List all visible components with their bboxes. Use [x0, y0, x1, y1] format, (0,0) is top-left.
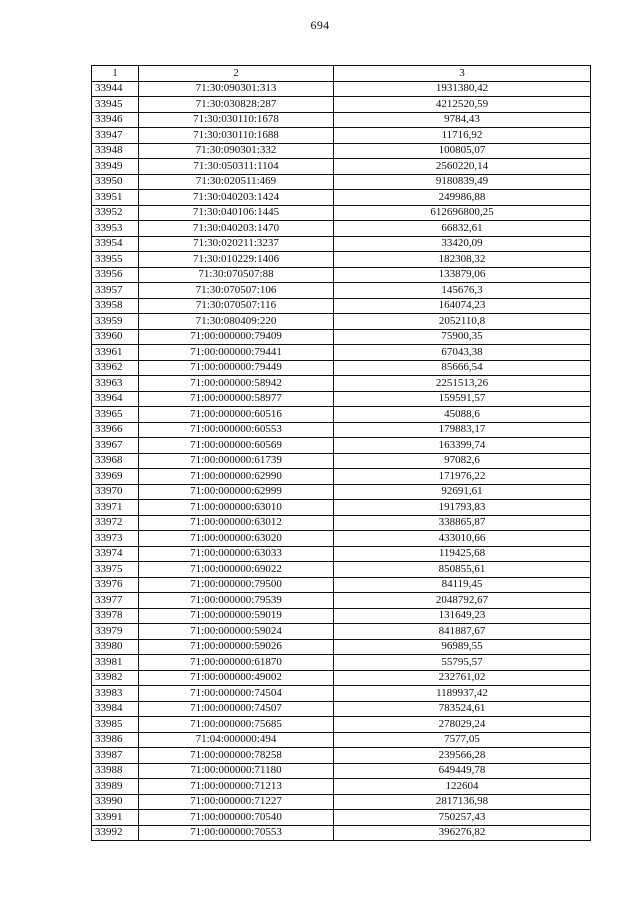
- cadastral-number-cell: 71:30:070507:116: [139, 298, 334, 314]
- row-number-cell: 33974: [92, 546, 139, 562]
- table-body: [92, 81, 591, 841]
- table-row: [92, 283, 591, 299]
- table-row: [92, 360, 591, 376]
- row-number-cell: 33960: [92, 329, 139, 345]
- value-cell: 649449,78: [334, 763, 591, 779]
- row-number-cell: 33970: [92, 484, 139, 500]
- table-row: [92, 221, 591, 237]
- table-row: [92, 236, 591, 252]
- cadastral-number-cell: 71:00:000000:62990: [139, 469, 334, 485]
- table-row: [92, 97, 591, 113]
- table-row: [92, 422, 591, 438]
- row-number-cell: 33981: [92, 655, 139, 671]
- cadastral-number-cell: 71:00:000000:63010: [139, 500, 334, 516]
- cadastral-number-cell: 71:00:000000:59019: [139, 608, 334, 624]
- table-row: [92, 500, 591, 516]
- value-cell: 163399,74: [334, 438, 591, 454]
- row-number-cell: 33962: [92, 360, 139, 376]
- cadastral-number-cell: 71:30:070507:88: [139, 267, 334, 283]
- cadastral-number-cell: 71:04:000000:494: [139, 732, 334, 748]
- table-row: [92, 484, 591, 500]
- cadastral-number-cell: 71:00:000000:78258: [139, 748, 334, 764]
- row-number-cell: 33957: [92, 283, 139, 299]
- table-row: [92, 298, 591, 314]
- table-row: [92, 252, 591, 268]
- value-cell: 612696800,25: [334, 205, 591, 221]
- row-number-cell: 33961: [92, 345, 139, 361]
- value-cell: 396276,82: [334, 825, 591, 841]
- value-cell: 75900,35: [334, 329, 591, 345]
- value-cell: 119425,68: [334, 546, 591, 562]
- table-row: [92, 469, 591, 485]
- cadastral-number-cell: 71:00:000000:61739: [139, 453, 334, 469]
- data-table: [91, 65, 591, 841]
- row-number-cell: 33990: [92, 794, 139, 810]
- value-cell: 84119,45: [334, 577, 591, 593]
- table-row: [92, 205, 591, 221]
- row-number-cell: 33956: [92, 267, 139, 283]
- value-cell: 164074,23: [334, 298, 591, 314]
- value-cell: 66832,61: [334, 221, 591, 237]
- table-row: [92, 453, 591, 469]
- value-cell: 182308,32: [334, 252, 591, 268]
- cadastral-number-cell: 71:30:030110:1678: [139, 112, 334, 128]
- row-number-cell: 33945: [92, 97, 139, 113]
- cadastral-number-cell: 71:00:000000:70540: [139, 810, 334, 826]
- value-cell: 171976,22: [334, 469, 591, 485]
- value-cell: 7577,05: [334, 732, 591, 748]
- row-number-cell: 33946: [92, 112, 139, 128]
- table-row: [92, 531, 591, 547]
- value-cell: 239566,28: [334, 748, 591, 764]
- table-row: [92, 345, 591, 361]
- table-row: [92, 81, 591, 97]
- table-row: [92, 732, 591, 748]
- cadastral-number-cell: 71:00:000000:74507: [139, 701, 334, 717]
- cadastral-number-cell: 71:00:000000:59024: [139, 624, 334, 640]
- value-cell: 85666,54: [334, 360, 591, 376]
- row-number-cell: 33989: [92, 779, 139, 795]
- table-row: [92, 810, 591, 826]
- cadastral-number-cell: 71:00:000000:70553: [139, 825, 334, 841]
- table-row: [92, 717, 591, 733]
- row-number-cell: 33954: [92, 236, 139, 252]
- cadastral-number-cell: 71:00:000000:60553: [139, 422, 334, 438]
- row-number-cell: 33992: [92, 825, 139, 841]
- row-number-cell: 33984: [92, 701, 139, 717]
- column-header-2: 2: [139, 66, 334, 82]
- cadastral-number-cell: 71:30:040203:1470: [139, 221, 334, 237]
- row-number-cell: 33988: [92, 763, 139, 779]
- table-row: [92, 624, 591, 640]
- table-row: [92, 174, 591, 190]
- cadastral-number-cell: 71:00:000000:63033: [139, 546, 334, 562]
- cadastral-number-cell: 71:00:000000:79409: [139, 329, 334, 345]
- table-row: [92, 763, 591, 779]
- table-row: [92, 143, 591, 159]
- table-row: [92, 438, 591, 454]
- table-row: [92, 391, 591, 407]
- table-row: [92, 546, 591, 562]
- table-row: [92, 329, 591, 345]
- row-number-cell: 33949: [92, 159, 139, 175]
- table-row: [92, 686, 591, 702]
- table-row: [92, 314, 591, 330]
- row-number-cell: 33977: [92, 593, 139, 609]
- table-row: [92, 670, 591, 686]
- cadastral-number-cell: 71:00:000000:79539: [139, 593, 334, 609]
- value-cell: 2560220,14: [334, 159, 591, 175]
- table-row: [92, 779, 591, 795]
- cadastral-number-cell: 71:00:000000:58977: [139, 391, 334, 407]
- row-number-cell: 33958: [92, 298, 139, 314]
- value-cell: 2048792,67: [334, 593, 591, 609]
- cadastral-number-cell: 71:00:000000:71180: [139, 763, 334, 779]
- cadastral-number-cell: 71:30:030110:1688: [139, 128, 334, 144]
- row-number-cell: 33987: [92, 748, 139, 764]
- row-number-cell: 33955: [92, 252, 139, 268]
- row-number-cell: 33971: [92, 500, 139, 516]
- value-cell: 133879,06: [334, 267, 591, 283]
- table-row: [92, 794, 591, 810]
- table-row: [92, 112, 591, 128]
- cadastral-number-cell: 71:30:080409:220: [139, 314, 334, 330]
- table-row: [92, 577, 591, 593]
- cadastral-number-cell: 71:00:000000:79500: [139, 577, 334, 593]
- row-number-cell: 33968: [92, 453, 139, 469]
- cadastral-number-cell: 71:00:000000:58942: [139, 376, 334, 392]
- table-row: [92, 267, 591, 283]
- table-row: [92, 825, 591, 841]
- value-cell: 11716,92: [334, 128, 591, 144]
- value-cell: 96989,55: [334, 639, 591, 655]
- value-cell: 2817136,98: [334, 794, 591, 810]
- value-cell: 100805,07: [334, 143, 591, 159]
- cadastral-number-cell: 71:00:000000:69022: [139, 562, 334, 578]
- row-number-cell: 33959: [92, 314, 139, 330]
- value-cell: 278029,24: [334, 717, 591, 733]
- row-number-cell: 33947: [92, 128, 139, 144]
- table-row: [92, 562, 591, 578]
- row-number-cell: 33985: [92, 717, 139, 733]
- value-cell: 55795,57: [334, 655, 591, 671]
- value-cell: 338865,87: [334, 515, 591, 531]
- value-cell: 97082,6: [334, 453, 591, 469]
- cadastral-number-cell: 71:00:000000:71227: [139, 794, 334, 810]
- cadastral-number-cell: 71:00:000000:79441: [139, 345, 334, 361]
- cadastral-number-cell: 71:00:000000:71213: [139, 779, 334, 795]
- cadastral-number-cell: 71:00:000000:63020: [139, 531, 334, 547]
- table-header: [92, 66, 591, 82]
- table-row: [92, 748, 591, 764]
- cadastral-number-cell: 71:30:030828:287: [139, 97, 334, 113]
- table-row: [92, 608, 591, 624]
- row-number-cell: 33983: [92, 686, 139, 702]
- cadastral-number-cell: 71:30:050311:1104: [139, 159, 334, 175]
- cadastral-number-cell: 71:30:040203:1424: [139, 190, 334, 206]
- value-cell: 2251513,26: [334, 376, 591, 392]
- row-number-cell: 33967: [92, 438, 139, 454]
- row-number-cell: 33979: [92, 624, 139, 640]
- table-row: [92, 159, 591, 175]
- value-cell: 783524,61: [334, 701, 591, 717]
- row-number-cell: 33972: [92, 515, 139, 531]
- cadastral-number-cell: 71:00:000000:63012: [139, 515, 334, 531]
- row-number-cell: 33978: [92, 608, 139, 624]
- row-number-cell: 33953: [92, 221, 139, 237]
- row-number-cell: 33963: [92, 376, 139, 392]
- table-row: [92, 407, 591, 423]
- value-cell: 9180839,49: [334, 174, 591, 190]
- table-row: [92, 639, 591, 655]
- value-cell: 841887,67: [334, 624, 591, 640]
- row-number-cell: 33966: [92, 422, 139, 438]
- table-row: [92, 128, 591, 144]
- value-cell: 45088,6: [334, 407, 591, 423]
- value-cell: 159591,57: [334, 391, 591, 407]
- row-number-cell: 33948: [92, 143, 139, 159]
- cadastral-number-cell: 71:30:020211:3237: [139, 236, 334, 252]
- value-cell: 122604: [334, 779, 591, 795]
- cadastral-number-cell: 71:30:040106:1445: [139, 205, 334, 221]
- column-header-1: 1: [92, 66, 139, 82]
- value-cell: 179883,17: [334, 422, 591, 438]
- row-number-cell: 33952: [92, 205, 139, 221]
- value-cell: 2052110,8: [334, 314, 591, 330]
- row-number-cell: 33973: [92, 531, 139, 547]
- table-row: [92, 376, 591, 392]
- row-number-cell: 33980: [92, 639, 139, 655]
- cadastral-number-cell: 71:00:000000:79449: [139, 360, 334, 376]
- table-row: [92, 593, 591, 609]
- cadastral-number-cell: 71:00:000000:75685: [139, 717, 334, 733]
- page-number: 694: [310, 18, 330, 32]
- row-number-cell: 33975: [92, 562, 139, 578]
- cadastral-number-cell: 71:30:020511:469: [139, 174, 334, 190]
- row-number-cell: 33951: [92, 190, 139, 206]
- value-cell: 131649,23: [334, 608, 591, 624]
- table-row: [92, 190, 591, 206]
- value-cell: 249986,88: [334, 190, 591, 206]
- row-number-cell: 33991: [92, 810, 139, 826]
- cadastral-number-cell: 71:00:000000:60569: [139, 438, 334, 454]
- cadastral-number-cell: 71:30:090301:332: [139, 143, 334, 159]
- value-cell: 9784,43: [334, 112, 591, 128]
- cadastral-number-cell: 71:00:000000:62999: [139, 484, 334, 500]
- value-cell: 33420,09: [334, 236, 591, 252]
- value-cell: 191793,83: [334, 500, 591, 516]
- cadastral-number-cell: 71:00:000000:60516: [139, 407, 334, 423]
- row-number-cell: 33982: [92, 670, 139, 686]
- row-number-cell: 33944: [92, 81, 139, 97]
- cadastral-number-cell: 71:30:010229:1406: [139, 252, 334, 268]
- value-cell: 433010,66: [334, 531, 591, 547]
- cadastral-number-cell: 71:30:070507:106: [139, 283, 334, 299]
- cadastral-number-cell: 71:00:000000:61870: [139, 655, 334, 671]
- column-header-3: 3: [334, 66, 591, 82]
- cadastral-number-cell: 71:00:000000:49002: [139, 670, 334, 686]
- row-number-cell: 33976: [92, 577, 139, 593]
- cadastral-number-cell: 71:00:000000:59026: [139, 639, 334, 655]
- row-number-cell: 33964: [92, 391, 139, 407]
- row-number-cell: 33965: [92, 407, 139, 423]
- value-cell: 850855,61: [334, 562, 591, 578]
- value-cell: 1931380,42: [334, 81, 591, 97]
- value-cell: 750257,43: [334, 810, 591, 826]
- row-number-cell: 33950: [92, 174, 139, 190]
- table-row: [92, 655, 591, 671]
- value-cell: 145676,3: [334, 283, 591, 299]
- value-cell: 4212520,59: [334, 97, 591, 113]
- value-cell: 67043,38: [334, 345, 591, 361]
- header-row: [92, 66, 591, 82]
- cadastral-number-cell: 71:30:090301:313: [139, 81, 334, 97]
- table-row: [92, 515, 591, 531]
- row-number-cell: 33986: [92, 732, 139, 748]
- value-cell: 232761,02: [334, 670, 591, 686]
- cadastral-number-cell: 71:00:000000:74504: [139, 686, 334, 702]
- table-row: [92, 701, 591, 717]
- value-cell: 1189937,42: [334, 686, 591, 702]
- row-number-cell: 33969: [92, 469, 139, 485]
- value-cell: 92691,61: [334, 484, 591, 500]
